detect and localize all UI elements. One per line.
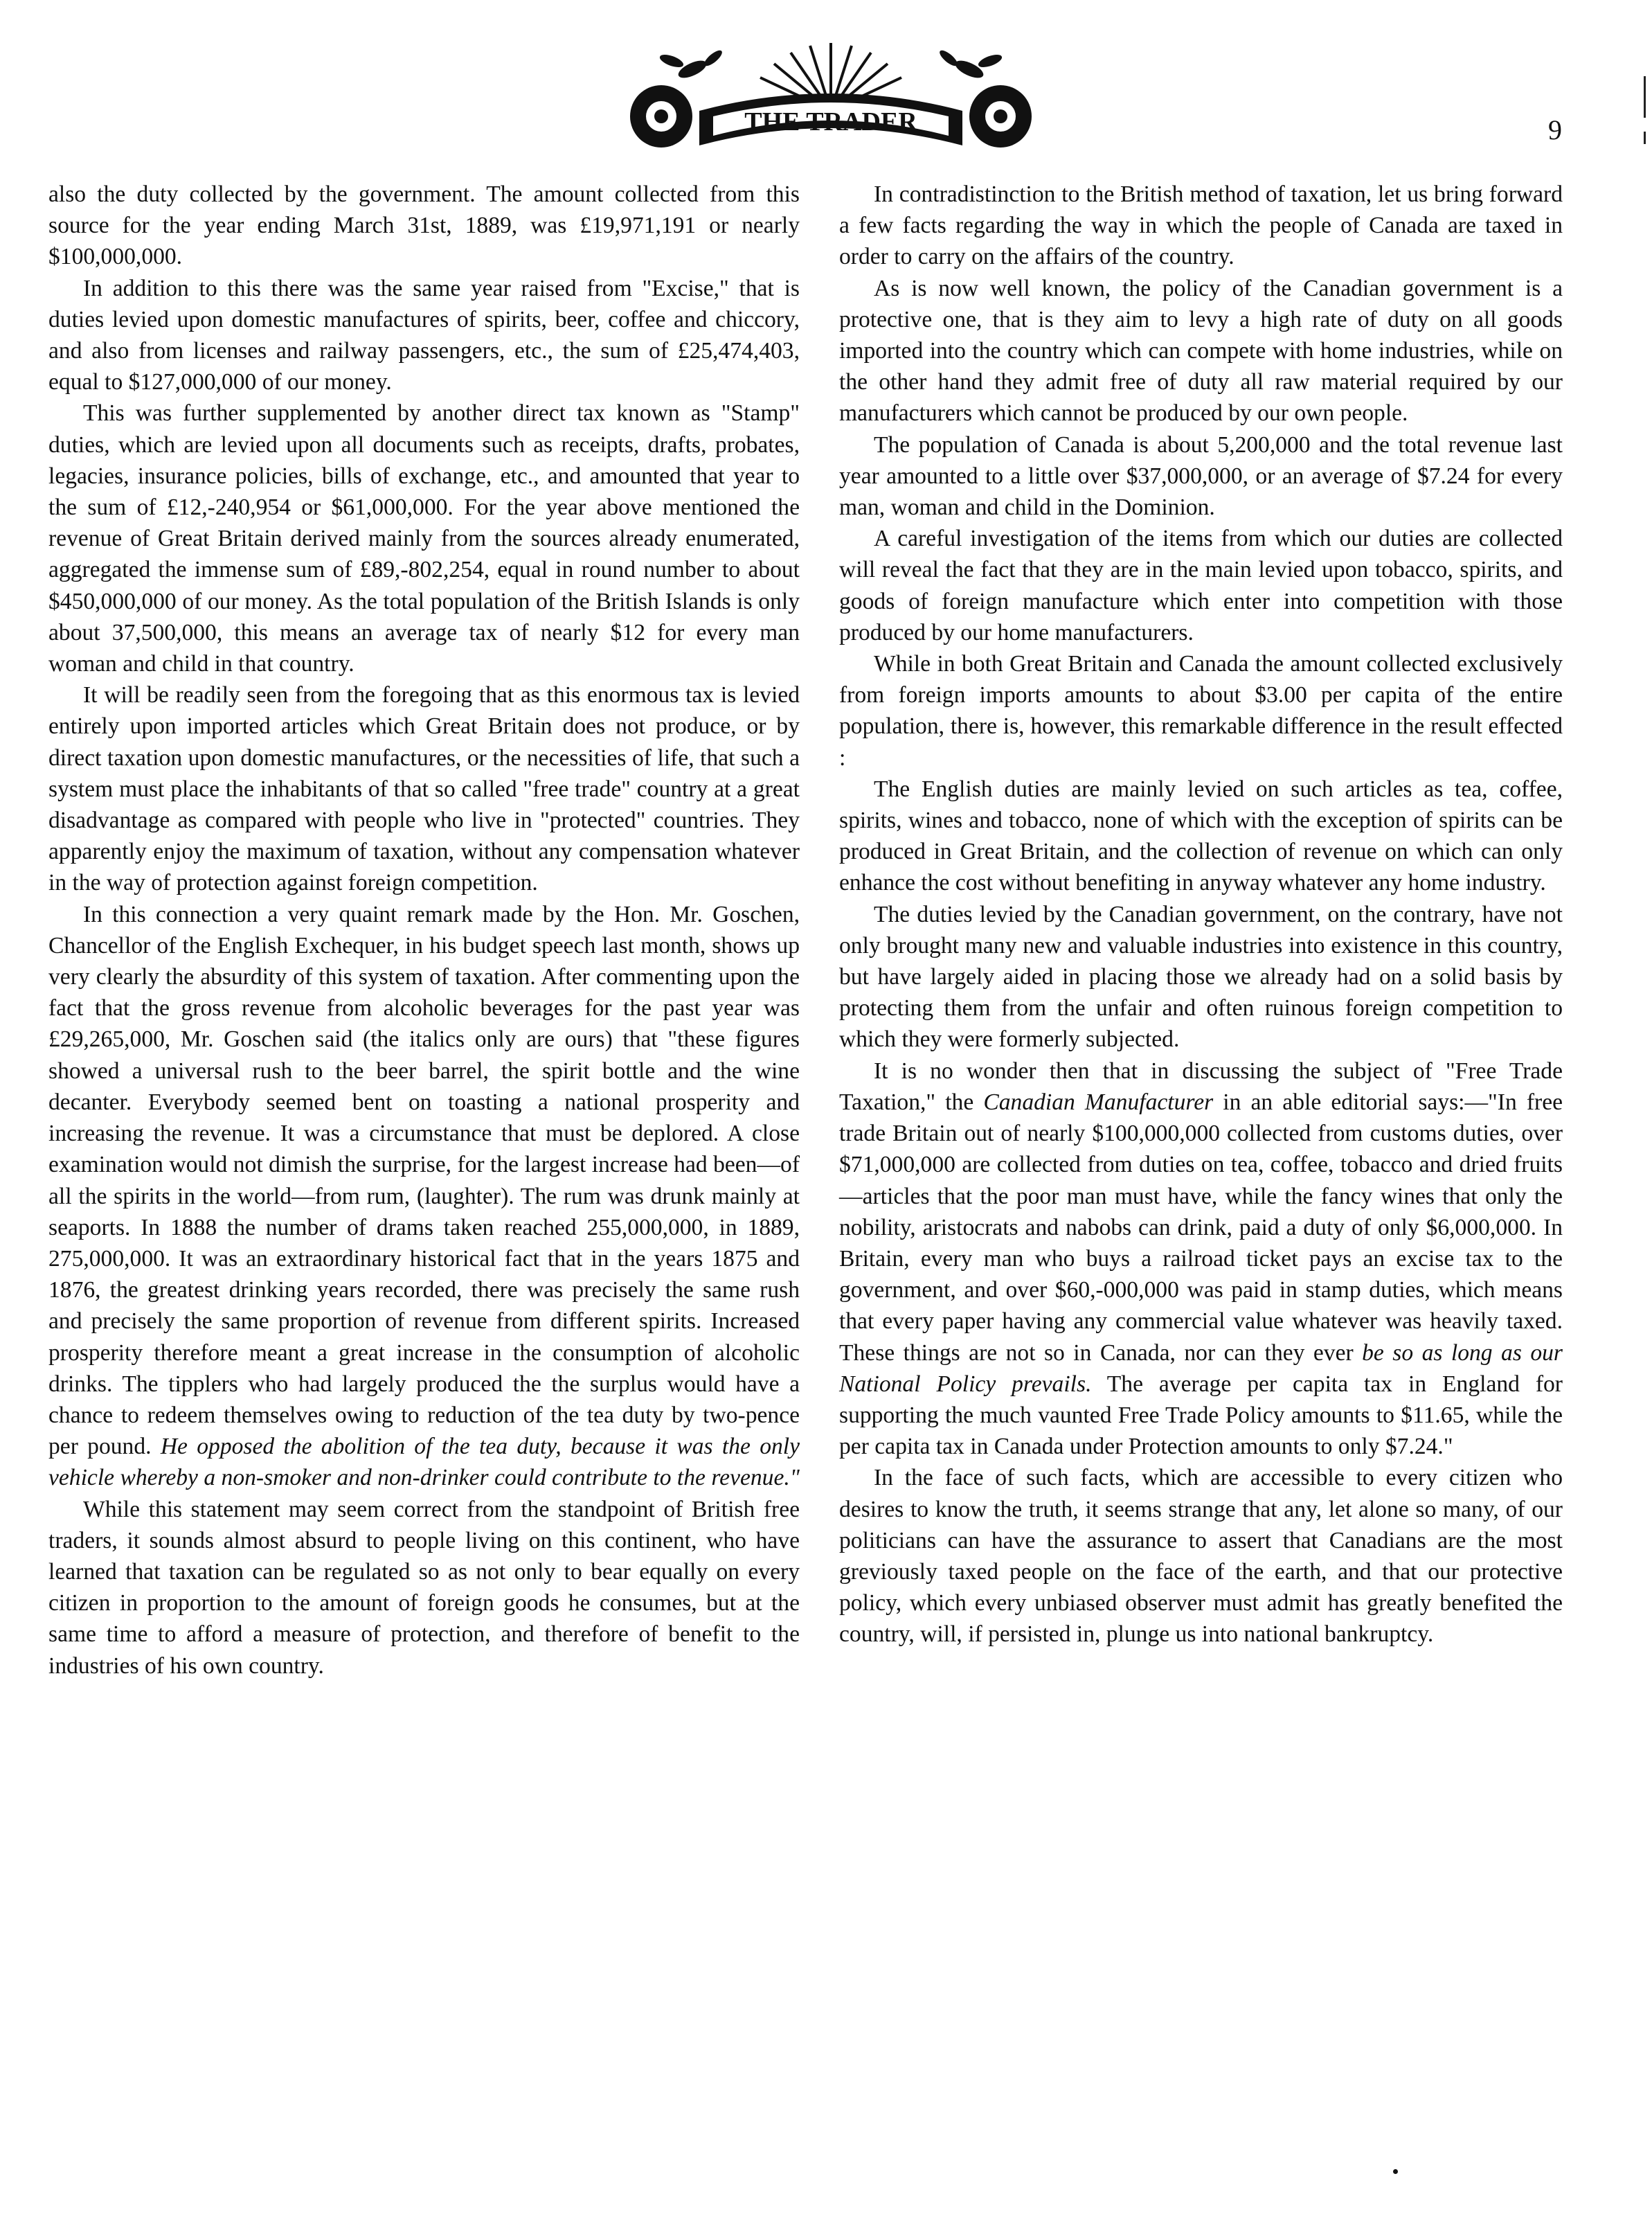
- article-right-column: [839, 179, 1563, 1650]
- quote-body: in an able editorial says:—"In free trade Britain out of nearly $100,000,000 collected from customs duties, over $71,000,000 are collected from duties on tea, coffee, tobacco and dried fruits—articles that the poor man must have, while the fancy wines that only the nobility, aristocrats and nabobs can drink, paid a duty of only $6,000,000. In Britain, every man who buys a railroad ticket pays an excise tax to the government, and over $60,-000,000 was paid in stamp duties, which means that every paper having any commercial value whatever was heavily taxed. These things are not so in Canada, nor can they ever: [839, 1089, 1563, 1366]
- paragraph: As is now well known, the policy of the Canadian government is a protective one, that is they aim to levy a high rate of duty on all goods imported into the country which can compete with home industries, while on the other hand they admit free of duty all raw material required by our manufacturers which cannot be produced by our own people.: [839, 275, 1563, 427]
- paragraph: A careful investigation of the items from which our duties are collected will reveal the fact that they are in the main levied upon tobacco, spirits, and goods of foreign manufacture which enter into competition with those produced by our home manufacturers.: [839, 526, 1563, 645]
- paragraph-quote: [48, 899, 800, 1494]
- masthead-title: THE TRADER: [744, 107, 917, 136]
- masthead-emblem: [609, 28, 1052, 159]
- paragraph: In the face of such facts, which are accessible to every citizen who desires to know the truth, it seems strange that any, let alone so many, of our politicians can have the assurance to assert that Canadians are the most greviously taxed people on the face of the earth, and that our protective policy, which every unbiased observer must admit has greatly benefited the country, will, if persisted in, plunge us into national bankruptcy.: [839, 1465, 1563, 1648]
- italic-quote: He opposed the abolition of the tea duty, because it was the only vehicle whereby a non-smoker and non-drinker could contribute to the revenue.": [48, 1434, 800, 1491]
- quote-end: The average per capita tax in England for supporting the much vaunted Free Trade Policy amounts to $11.65, while the per capita tax in Canada under Protection amounts to only $7.24.": [839, 1371, 1563, 1460]
- paragraph: The English duties are mainly levied on such articles as tea, coffee, spirits, wines and tobacco, none of which with the exception of spirits can be produced in Great Britain, and the collection of revenue on which can only enhance the cost without benefiting in anyway whatever any home industry.: [839, 776, 1563, 896]
- edge-mark: [1644, 132, 1646, 144]
- quote-lead: It is no wonder then that in discussing the subject of "Free Trade Taxation," the: [839, 1058, 1563, 1115]
- edge-mark: [1644, 76, 1646, 118]
- paragraph: The duties levied by the Canadian government, on the contrary, have not only brought many new and valuable industries into existence in this country, but have largely aided in placing those we already had on a solid basis by protecting them from the unfair and often ruinous foreign competition to which they were formerly subjected.: [839, 901, 1563, 1053]
- paragraph: In contradistinction to the British method of taxation, let us bring forward a few facts regarding the way in which the people of Canada are taxed in order to carry on the affairs of the country.: [839, 181, 1563, 270]
- paragraph: In addition to this there was the same year raised from "Excise," that is duties levied upon domestic manufactures of spirits, beer, coffee and chiccory, and also from licenses and railway passengers, etc., the sum of £25,474,403, equal to $127,000,000 of our money.: [48, 275, 800, 395]
- italic-quote: be so as long as our National Policy prevails.: [839, 1339, 1563, 1397]
- paragraph: This was further supplemented by another direct tax known as "Stamp" duties, which are levied upon all documents such as receipts, drafts, probates, legacies, insurance policies, bills of exchange, etc., and amounted that year to the sum of £12,-240,954 or $61,000,000. For the year above mentioned the revenue of Great Britain derived mainly from the sources already enumerated, aggregated the immense sum of £89,-802,254, equal in round number to about $450,000,000 of our money. As the total population of the British Islands is only about 37,500,000, this means an average tax of nearly $12 for every man woman and child in that country.: [48, 400, 800, 677]
- page-number: 9: [1548, 114, 1562, 145]
- paragraph-editorial-quote: [839, 1055, 1563, 1463]
- paragraph: The population of Canada is about 5,200,000 and the total revenue last year amounted to a little over $37,000,000, or an average of $7.24 for every man, woman and child in the Dominion.: [839, 431, 1563, 521]
- quote-text: In this connection a very quaint remark made by the Hon. Mr. Goschen, Chancellor of the English Exchequer, in his budget speech last month, shows up very clearly the absurdity of this system of taxation. After commenting upon the fact that the gross revenue from alcoholic beverages for the past year was £29,265,000, Mr. Goschen said (the italics only are ours) that "these figures showed a universal rush to the beer barrel, the spirit bottle and the wine decanter. Everybody seemed bent on toasting a national prosperity and increasing the revenue. It was a circumstance that must be deplored. A close examination would not dimish the surprise, for the largest increase had been—of all the spirits in the world—from rum, (laughter). The rum was drunk mainly at seaports. In 1888 the number of drams taken reached 255,000,000, in 1889, 275,000,000. It was an extraordinary historical fact that in the years 1875 and 1876, the greatest drinking years recorded, there was precisely the same rush and precisely the same proportion of revenue from different spirits. Increased prosperity therefore meant a great increase in the consumption of alcoholic drinks. The tipplers who had largely produced the the surplus would have a chance to redeem themselves owing to reduction of the tea duty by two-pence per pound.: [48, 901, 800, 1460]
- paragraph: While this statement may seem correct from the standpoint of British free traders, it sounds almost absurd to people living on this continent, who have learned that taxation can be regulated so as not only to bear equally on every citizen in proportion to the amount of foreign goods he consumes, but at the same time to afford a measure of protection, and therefore of benefit to the industries of his own country.: [48, 1496, 800, 1679]
- paragraph: It will be readily seen from the foregoing that as this enormous tax is levied entirely upon imported articles which Great Britain does not produce, or by direct taxation upon domestic manufactures, or the necessities of life, that such a system must place the inhabitants of that so called "free trade" country at a great disadvantage as compared with people who live in "protected" countries. They apparently enjoy the maximum of taxation, without any compensation whatever in the way of protection against foreign competition.: [48, 682, 800, 896]
- masthead-logo: [609, 28, 1052, 159]
- paragraph: While in both Great Britain and Canada the amount collected exclusively from foreign imports amounts to about $3.00 per capita of the entire population, there is, however, this remarkable difference in the result effected :: [839, 651, 1563, 771]
- paragraph: also the duty collected by the government. The amount collected from this source for the year ending March 31st, 1889, was £19,971,191 or nearly $100,000,000.: [48, 181, 800, 270]
- journal-title: Canadian Manufacturer: [983, 1089, 1214, 1115]
- ink-dot: [1393, 2169, 1398, 2174]
- article-left-column: [48, 179, 800, 1682]
